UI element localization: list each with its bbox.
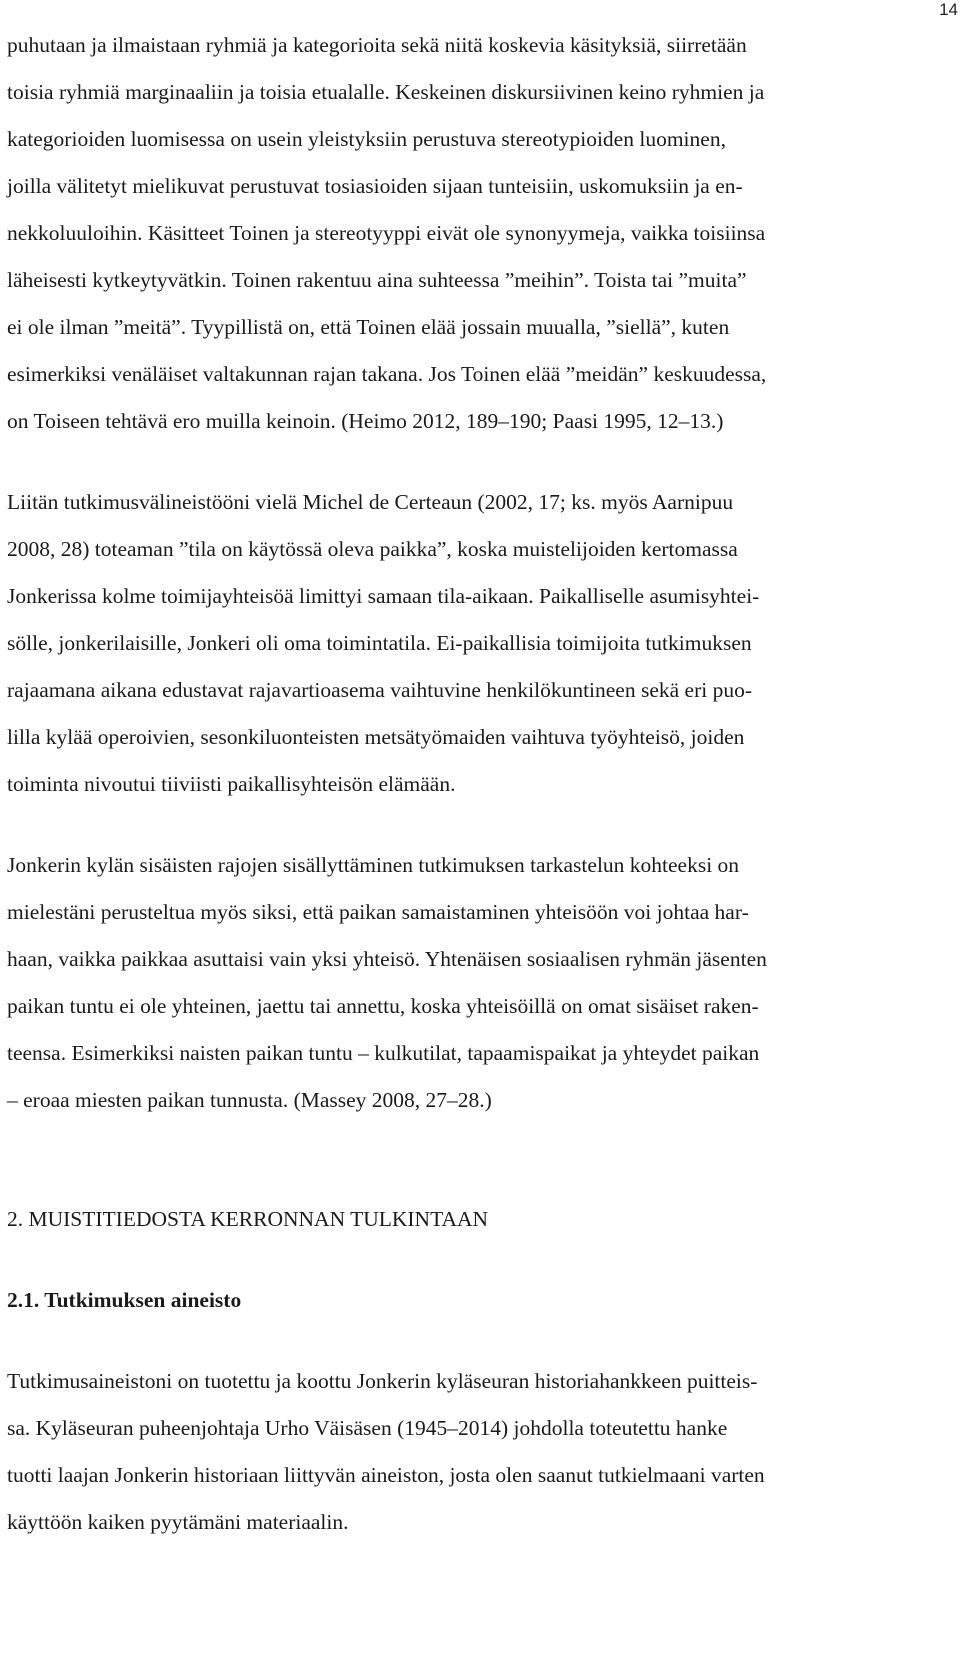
- text-line: teensa. Esimerkiksi naisten paikan tuntu – kulkutilat, tapaamispaikat ja yhteydet paikan: [7, 1041, 760, 1065]
- document-body: [7, 22, 947, 1546]
- text-line: sa. Kyläseuran puheenjohtaja Urho Väisäsen (1945–2014) johdolla toteutettu hanke: [7, 1416, 728, 1440]
- subsection-heading: 2.1. Tutkimuksen aineisto: [7, 1288, 242, 1312]
- text-line: 2008, 28) toteaman ”tila on käytössä oleva paikka”, koska muistelijoiden kertomassa: [7, 537, 738, 561]
- text-line: puhutaan ja ilmaistaan ryhmiä ja kategorioita sekä niitä koskevia käsityksiä, siirretään: [7, 33, 747, 57]
- text-line: rajaamana aikana edustavat rajavartioasema vaihtuvine henkilökuntineen sekä eri puo-: [7, 678, 753, 702]
- section-heading: 2. MUISTITIEDOSTA KERRONNAN TULKINTAAN: [7, 1207, 489, 1231]
- text-line: paikan tuntu ei ole yhteinen, jaettu tai annettu, koska yhteisöillä on omat sisäiset raken-: [7, 994, 759, 1018]
- text-line: Jonkerissa kolme toimijayhteisöä limittyi samaan tila-aikaan. Paikalliselle asumisyhtei-: [7, 584, 760, 608]
- text-line: tuotti laajan Jonkerin historiaan liittyvän aineiston, josta olen saanut tutkielmaani varten: [7, 1463, 765, 1487]
- page-number: 14: [939, 0, 958, 19]
- text-line: nekkoluuloihin. Käsitteet Toinen ja stereotyyppi eivät ole synonyymeja, vaikka toisiinsa: [7, 221, 766, 245]
- paragraph-spacer: [7, 808, 947, 842]
- paragraph-spacer: [7, 445, 947, 479]
- text-line: sölle, jonkerilaisille, Jonkeri oli oma toimintatila. Ei-paikallisia toimijoita tutkimuksen: [7, 631, 752, 655]
- text-line: läheisesti kytkeytyvätkin. Toinen rakentuu aina suhteessa ”meihin”. Toista tai ”muita”: [7, 268, 747, 292]
- paragraph-1: [7, 22, 947, 445]
- text-line: esimerkiksi venäläiset valtakunnan rajan takana. Jos Toinen elää ”meidän” keskuudessa,: [7, 362, 767, 386]
- text-line: on Toiseen tehtävä ero muilla keinoin. (Heimo 2012, 189–190; Paasi 1995, 12–13.): [7, 409, 724, 433]
- text-line: ei ole ilman ”meitä”. Tyypillistä on, että Toinen elää jossain muualla, ”siellä”, kuten: [7, 315, 730, 339]
- paragraph-3: [7, 842, 947, 1124]
- paragraph-2: [7, 479, 947, 808]
- text-line: joilla välitetyt mielikuvat perustuvat tosiasioiden sijaan tunteisiin, uskomuksiin ja en-: [7, 174, 743, 198]
- heading-spacer: [7, 1243, 947, 1277]
- text-line: lilla kylää operoivien, sesonkiluonteisten metsätyömaiden vaihtuva työyhteisö, joiden: [7, 725, 745, 749]
- text-line: Liitän tutkimusvälineistööni vielä Michel de Certeaun (2002, 17; ks. myös Aarnipuu: [7, 490, 734, 514]
- text-line: käyttöön kaiken pyytämäni materiaalin.: [7, 1510, 349, 1534]
- text-line: mielestäni perusteltua myös siksi, että paikan samaistaminen yhteisöön voi johtaa har-: [7, 900, 749, 924]
- text-line: Tutkimusaineistoni on tuotettu ja koottu Jonkerin kyläseuran historiahankkeen puitteis-: [7, 1369, 758, 1393]
- text-line: Jonkerin kylän sisäisten rajojen sisällyttäminen tutkimuksen tarkastelun kohteeksi on: [7, 853, 740, 877]
- text-line: toiminta nivoutui tiiviisti paikallisyhteisön elämään.: [7, 772, 456, 796]
- section-spacer: [7, 1124, 947, 1196]
- paragraph-4: [7, 1358, 947, 1546]
- text-line: toisia ryhmiä marginaaliin ja toisia etualalle. Keskeinen diskursiivinen keino ryhmien ja: [7, 80, 765, 104]
- text-line: – eroaa miesten paikan tunnusta. (Massey 2008, 27–28.): [7, 1088, 492, 1112]
- text-line: kategorioiden luomisessa on usein yleistyksiin perustuva stereotypioiden luominen,: [7, 127, 726, 151]
- heading-spacer: [7, 1324, 947, 1358]
- text-line: haan, vaikka paikkaa asuttaisi vain yksi yhteisö. Yhtenäisen sosiaalisen ryhmän jäsenten: [7, 947, 767, 971]
